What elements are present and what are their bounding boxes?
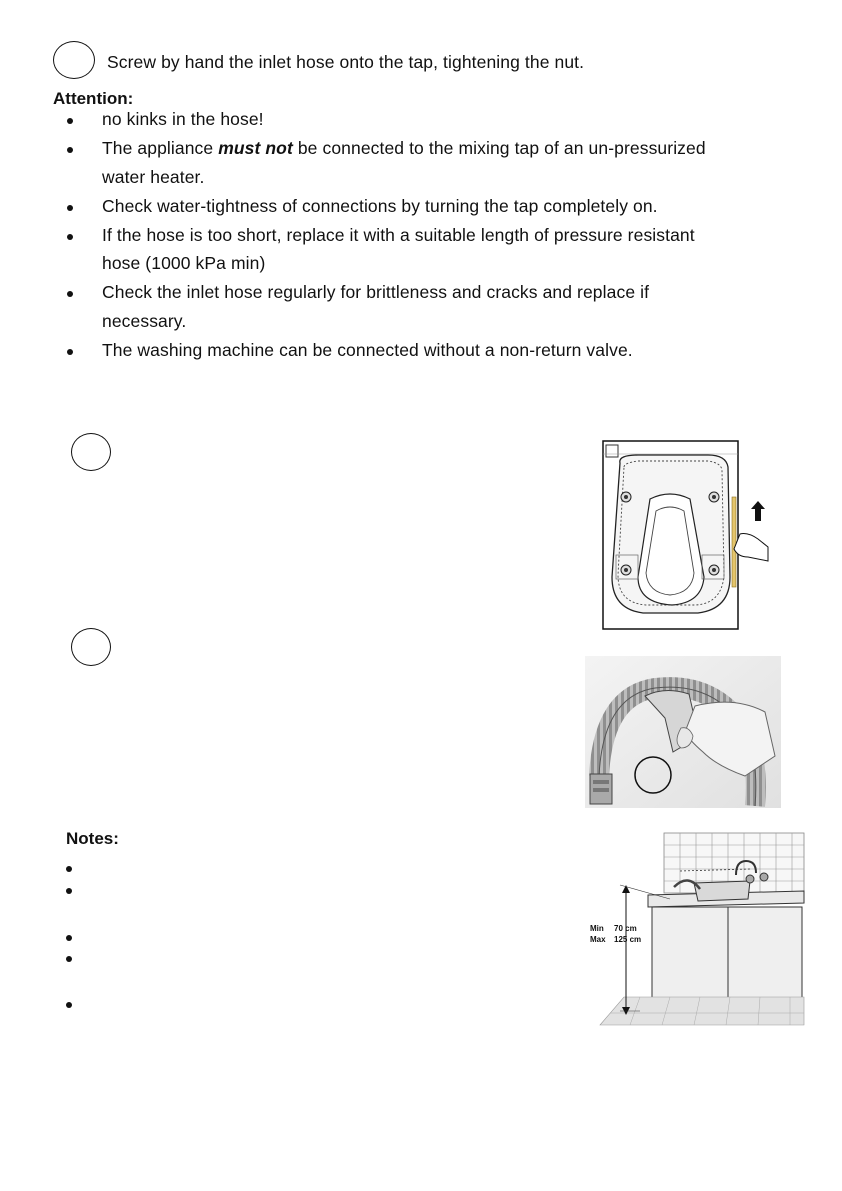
attention-item-2-before: The appliance <box>102 138 219 158</box>
min-value: 70 cm <box>614 924 637 933</box>
sink-height-illustration <box>590 833 804 1025</box>
hose-clamp-illustration <box>585 656 781 808</box>
bullet-dot <box>67 118 73 124</box>
bullet-dot <box>66 935 72 941</box>
max-label: Max <box>590 935 606 944</box>
attention-item-2-after: be connected to the mixing tap of an un-pressurized <box>292 138 706 158</box>
attention-item-1: no kinks in the hose! <box>102 109 264 129</box>
attention-item-4-line-1: If the hose is too short, replace it with a suitable length of pressure resistant <box>102 225 695 245</box>
bullet-dot <box>67 205 73 211</box>
attention-item-2-emphasis: must not <box>218 138 293 158</box>
bullet-dot <box>67 234 73 240</box>
machine-back-illustration <box>598 437 774 633</box>
attention-heading: Attention: <box>53 89 134 108</box>
attention-item-3: Check water-tightness of connections by turning the tap completely on. <box>102 196 658 216</box>
step-circle-intro <box>53 41 95 79</box>
attention-item-4-line-2: hose (1000 kPa min) <box>102 253 266 273</box>
bullet-dot <box>66 1002 72 1008</box>
attention-item-2-line-2: water heater. <box>102 167 205 187</box>
attention-item-6: The washing machine can be connected without a non-return valve. <box>102 340 633 360</box>
min-label: Min <box>590 924 604 933</box>
bullet-dot <box>66 888 72 894</box>
attention-item-5-line-2: necessary. <box>102 311 187 331</box>
bullet-dot <box>67 349 73 355</box>
attention-item-2-line-1 <box>102 138 706 159</box>
step-circle-3 <box>71 628 111 666</box>
bullet-dot <box>67 291 73 297</box>
step-circle-2 <box>71 433 111 471</box>
max-value: 125 cm <box>614 935 642 944</box>
attention-item-5-line-1: Check the inlet hose regularly for brittleness and cracks and replace if <box>102 282 650 302</box>
intro-instruction: Screw by hand the inlet hose onto the tap, tightening the nut. <box>107 52 585 72</box>
bullet-dot <box>67 147 73 153</box>
bullet-dot <box>66 956 72 962</box>
notes-heading: Notes: <box>66 829 119 848</box>
bullet-dot <box>66 866 72 872</box>
